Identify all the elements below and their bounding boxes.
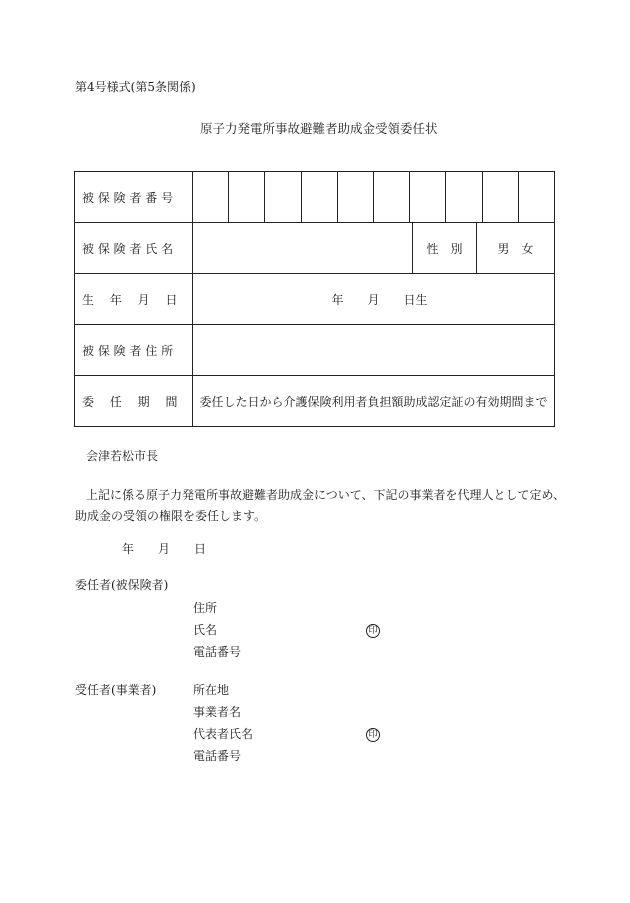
delegation-period-value: 委任した日から介護保険利用者負担額助成認定証の有効期間まで [193, 376, 555, 427]
delegation-period-label: 委 任 期 間 [75, 376, 193, 427]
addressee: 会津若松市長 [86, 449, 159, 463]
form-number: 第4号様式(第5条関係) [75, 80, 196, 94]
delegator-name-label: 氏名 [193, 623, 218, 637]
delegate-seal-icon: 印 [366, 727, 380, 742]
insured-name-label: 被 保 険 者 氏 名 [75, 223, 193, 274]
sex-options[interactable]: 男女 [476, 223, 554, 273]
insured-name-field[interactable] [193, 223, 412, 273]
insured-number-field[interactable] [193, 172, 555, 223]
delegator-heading: 委任者(被保険者) [75, 578, 169, 592]
body-text-line2: 助成金の受領の権限を委任します。 [75, 509, 267, 523]
form-table [74, 171, 555, 427]
birth-date-field[interactable]: 年 月 日生 [193, 274, 555, 325]
sex-label: 性別 [412, 223, 476, 273]
delegate-business-name-label: 事業者名 [193, 705, 242, 719]
delegate-phone-label: 電話番号 [193, 749, 242, 763]
delegate-heading: 受任者(事業者) [75, 683, 157, 697]
body-text-line1: 上記に係る原子力発電所事故避難者助成金について、下記の事業者を代理人として定め、 [86, 488, 566, 502]
insured-address-field[interactable] [193, 325, 555, 376]
delegate-representative-label: 代表者氏名 [193, 727, 254, 741]
delegator-phone-label: 電話番号 [193, 645, 242, 659]
insured-address-label: 被 保 険 者 住 所 [75, 325, 193, 376]
insured-number-label: 被 保 険 者 番 号 [75, 172, 193, 223]
birth-date-label: 生 年 月 日 [75, 274, 193, 325]
delegate-location-label: 所在地 [193, 683, 230, 697]
delegator-seal-icon: 印 [366, 623, 380, 638]
document-title: 原子力発電所事故避難者助成金受領委任状 [200, 121, 438, 136]
date-line: 年 月 日 [122, 542, 207, 556]
delegator-address-label: 住所 [193, 601, 218, 615]
